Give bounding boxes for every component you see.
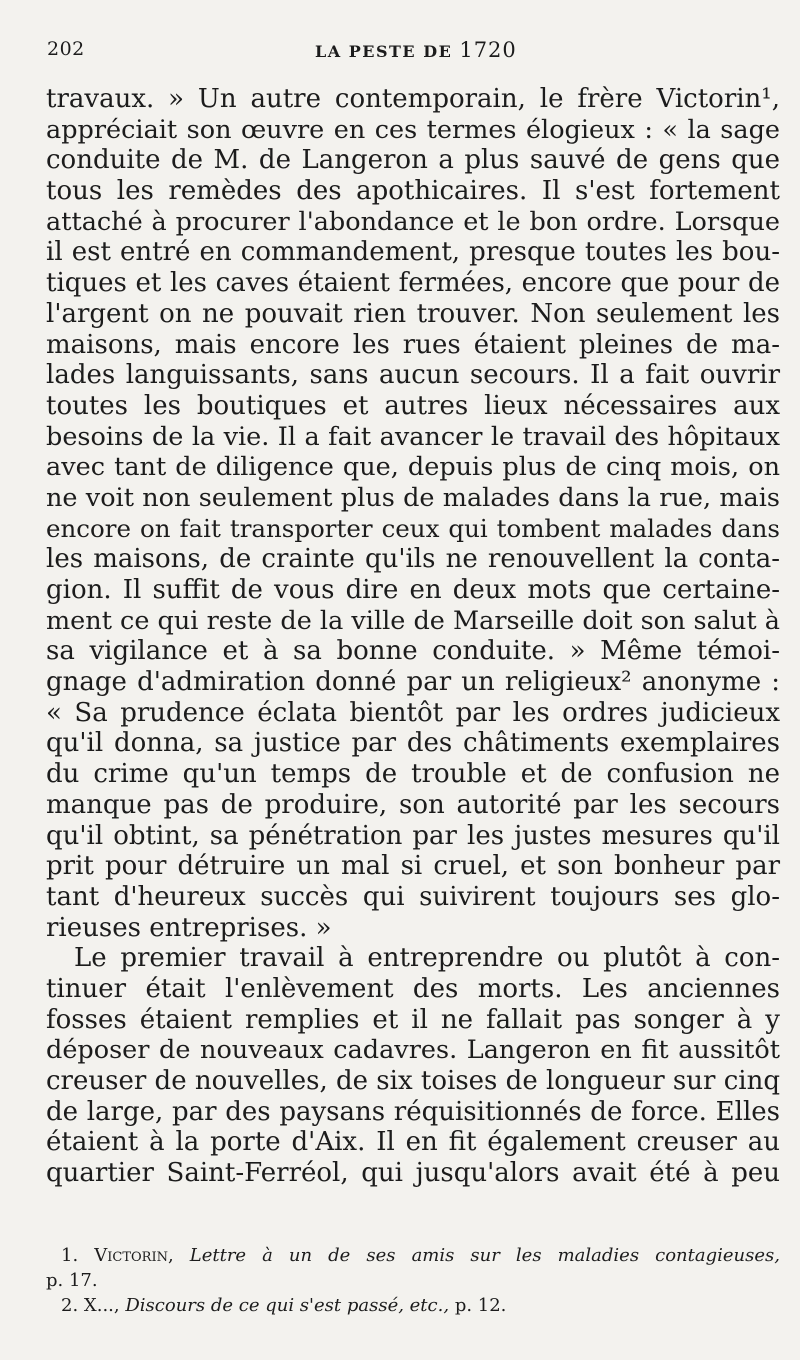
paragraph-start-line: Le premier travail à entreprendre ou plutôt à con- xyxy=(74,943,780,974)
text-line: toutes les boutiques et autres lieux nécessaires aux xyxy=(46,390,780,421)
footnote-2-number: 2. xyxy=(61,1295,79,1316)
footnote-1-number: 1. xyxy=(61,1245,79,1266)
footnote-2-author: X..., xyxy=(83,1295,120,1316)
text-line: de large, par des paysans réquisitionnés de force. Elles xyxy=(46,1096,780,1127)
text-line: tant d'heureux succès qui suivirent toujours ses glo- xyxy=(46,881,780,912)
text-line: tous les remèdes des apothicaires. Il s'est fortement xyxy=(46,176,780,207)
text-line: rieuses entreprises. » xyxy=(46,912,332,943)
text-line: gion. Il suffit de vous dire en deux mots que certaine- xyxy=(46,575,780,605)
page-number: 202 xyxy=(47,38,85,60)
text-line: qu'il donna, sa justice par des châtiments exemplaires xyxy=(46,728,780,759)
text-line: il est entré en commandement, presque toutes les bou- xyxy=(46,237,780,268)
text-line: déposer de nouveaux cadavres. Langeron en fit aussitôt xyxy=(46,1035,780,1066)
text-line: l'argent on ne pouvait rien trouver. Non seulement les xyxy=(46,298,780,329)
footnote-1 xyxy=(46,1243,780,1268)
text-line: manque pas de produire, son autorité par les secours xyxy=(46,789,780,820)
text-line: attaché à procurer l'abondance et le bon ordre. Lorsque xyxy=(46,206,780,237)
footnote-1-author: Victorin, xyxy=(94,1245,174,1266)
text-line: conduite de M. de Langeron a plus sauvé de gens que xyxy=(46,145,780,176)
footnotes xyxy=(46,1243,780,1318)
text-line: qu'il obtint, sa pénétration par les justes mesures qu'il xyxy=(46,820,780,851)
running-head-title: LA PESTE DE xyxy=(315,42,460,61)
text-line: appréciait son œuvre en ces termes élogieux : « la sage xyxy=(46,114,780,145)
text-line: fosses étaient remplies et il ne fallait pas songer à y xyxy=(46,1004,780,1035)
footnote-2-title: Discours de ce qui s'est passé, etc., xyxy=(125,1295,450,1316)
text-line: ne voit non seulement plus de malades dans la rue, mais xyxy=(46,482,780,513)
text-line: quartier Saint-Ferréol, qui jusqu'alors avait été à peu xyxy=(46,1158,780,1189)
text-line: encore on fait transporter ceux qui tombent malades dans xyxy=(46,513,780,543)
page-header xyxy=(47,38,747,68)
text-line: « Sa prudence éclata bientôt par les ordres judicieux xyxy=(46,697,780,728)
body-text xyxy=(46,84,780,1189)
running-head-year: 1720 xyxy=(459,38,517,62)
text-line: gnage d'admiration donné par un religieux² anonyme : xyxy=(46,667,780,698)
text-line: besoins de la vie. Il a fait avancer le travail des hôpitaux xyxy=(46,421,780,452)
footnote-1-title: Lettre à un de ses amis sur les maladies contagieuses, xyxy=(189,1245,780,1266)
footnote-1-page: p. 17. xyxy=(46,1270,98,1291)
text-line: maisons, mais encore les rues étaient pleines de ma- xyxy=(46,329,780,360)
text-line: ment ce qui reste de la ville de Marseille doit son salut à xyxy=(46,605,780,636)
text-line: les maisons, de crainte qu'ils ne renouvellent la conta- xyxy=(46,544,780,575)
text-line: étaient à la porte d'Aix. Il en fit également creuser au xyxy=(46,1127,780,1158)
text-line: sa vigilance et à sa bonne conduite. » Même témoi- xyxy=(46,636,780,667)
text-line: lades languissants, sans aucun secours. Il a fait ouvrir xyxy=(46,360,780,391)
footnote-2 xyxy=(46,1293,780,1318)
text-line: tiques et les caves étaient fermées, encore que pour de xyxy=(46,268,780,299)
text-line: tinuer était l'enlèvement des morts. Les anciennes xyxy=(46,973,780,1004)
text-line: avec tant de diligence que, depuis plus de cinq mois, on xyxy=(46,452,780,483)
running-head xyxy=(315,38,517,62)
footnote-2-page: p. 12. xyxy=(454,1295,507,1316)
text-line: prit pour détruire un mal si cruel, et son bonheur par xyxy=(46,851,780,882)
text-line: creuser de nouvelles, de six toises de longueur sur cinq xyxy=(46,1066,780,1096)
text-line: du crime qu'un temps de trouble et de confusion ne xyxy=(46,759,780,790)
text-line: travaux. » Un autre contemporain, le frère Victorin¹, xyxy=(46,84,780,114)
